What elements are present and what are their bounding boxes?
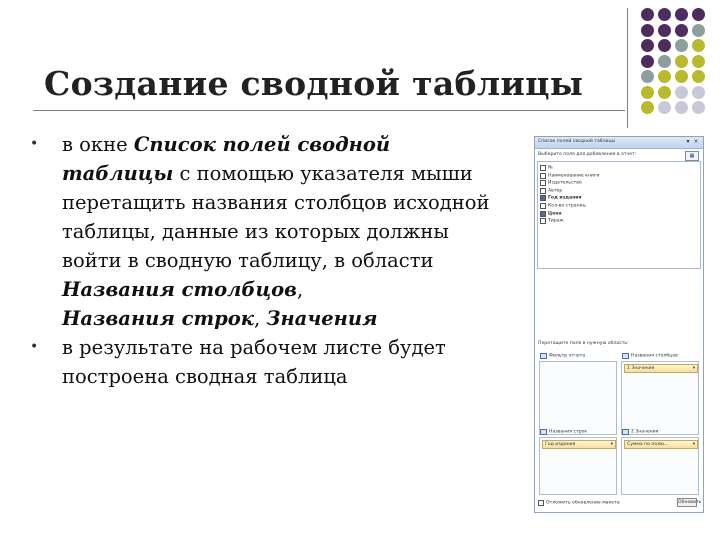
area-header: [622, 429, 698, 437]
text-span: перетащить названия столбцов исходной: [62, 191, 490, 214]
area-values[interactable]: [621, 429, 699, 495]
field-list-item[interactable]: [540, 180, 582, 186]
dropdown-icon[interactable]: ▾: [686, 138, 690, 145]
text-span: с помощью указателя мыши: [173, 162, 473, 185]
bullet-line: [62, 217, 530, 246]
layout-options-icon[interactable]: ▦: [685, 151, 699, 161]
text-span: в результате на рабочем листе будет: [62, 336, 446, 359]
decorative-dot-grid: [641, 8, 713, 120]
panel-title: Список полей сводной таблицы: [538, 139, 616, 144]
chevron-down-icon: ▾: [692, 366, 695, 371]
decorative-dot: [641, 8, 654, 21]
defer-update-label: Отложить обновление макета: [546, 500, 620, 506]
field-checkbox[interactable]: [540, 211, 546, 217]
area-header: [540, 429, 616, 437]
field-label: Тираж: [548, 218, 564, 224]
field-list-item[interactable]: [540, 211, 562, 217]
decorative-dot: [675, 39, 688, 52]
decorative-dot: [692, 70, 705, 83]
emphasis-span: Названия столбцов: [62, 278, 297, 301]
panel-header: [535, 137, 703, 149]
decorative-dot: [658, 70, 671, 83]
field-checkbox[interactable]: [540, 203, 546, 209]
bullet-marker: •: [30, 339, 39, 355]
decorative-dot: [658, 39, 671, 52]
decorative-dot: [658, 86, 671, 99]
area-header: [622, 353, 698, 361]
decorative-dot: [641, 70, 654, 83]
decorative-dot: [675, 24, 688, 37]
area-row-labels[interactable]: [539, 429, 617, 495]
field-chip[interactable]: [542, 440, 616, 449]
text-span: в окне: [62, 133, 134, 156]
field-label: Издательство: [548, 180, 582, 186]
field-label: Наименование книги: [548, 173, 600, 179]
emphasis-span: Значения: [266, 307, 378, 330]
decorative-dot: [675, 101, 688, 114]
decorative-dot: [692, 24, 705, 37]
decorative-dot: [658, 8, 671, 21]
bullet-item: [30, 333, 530, 391]
chevron-down-icon: ▾: [692, 442, 695, 447]
decorative-dot: [692, 55, 705, 68]
field-label: Автор: [548, 188, 563, 194]
chip-label: Сумма по полю...: [627, 442, 669, 447]
bullet-item: [30, 130, 530, 333]
emphasis-span: Список полей сводной: [133, 133, 391, 156]
bullet-list: [30, 130, 530, 391]
filter-icon: [540, 353, 547, 359]
field-list-item[interactable]: [540, 173, 599, 179]
drag-fields-label: Перетащите поля в нужную область:: [538, 341, 629, 346]
emphasis-span: таблицы: [62, 162, 174, 185]
decorative-dot: [692, 39, 705, 52]
bullet-line: [62, 130, 530, 159]
decorative-dot: [692, 8, 705, 21]
field-checkbox[interactable]: [540, 173, 546, 179]
bullet-line: [62, 246, 530, 275]
decorative-dot: [641, 86, 654, 99]
field-list-item[interactable]: [540, 188, 562, 194]
area-label: Фильтр отчета: [549, 353, 586, 359]
choose-fields-label: Выберите поля для добавления в отчет:: [538, 152, 637, 157]
field-label: Год издания: [548, 195, 582, 201]
field-chip[interactable]: [624, 364, 698, 373]
decorative-dot: [641, 55, 654, 68]
field-checkbox[interactable]: [540, 188, 546, 194]
chevron-down-icon: ▾: [610, 442, 613, 447]
area-label: Σ Значения: [631, 429, 659, 435]
decorative-dot: [641, 39, 654, 52]
area-header: [540, 353, 616, 361]
field-checkbox[interactable]: [540, 218, 546, 224]
decorative-dot: [675, 55, 688, 68]
columns-icon: [622, 353, 629, 359]
defer-update-option[interactable]: [538, 500, 700, 507]
decorative-dot: [675, 86, 688, 99]
field-list-item[interactable]: [540, 195, 581, 201]
divider-vertical: [627, 8, 628, 128]
decorative-dot: [658, 55, 671, 68]
decorative-dot: [675, 70, 688, 83]
decorative-dot: [692, 86, 705, 99]
bullet-line: [62, 333, 530, 362]
field-list-item[interactable]: [540, 203, 586, 209]
field-checkbox[interactable]: [540, 195, 546, 201]
bullet-line: [62, 188, 530, 217]
sigma-icon: [622, 429, 629, 435]
defer-update-checkbox[interactable]: [538, 500, 544, 506]
bullet-line: [62, 362, 530, 391]
text-span: таблицы, данные из которых должны: [62, 220, 449, 243]
decorative-dot: [675, 8, 688, 21]
decorative-dot: [641, 101, 654, 114]
bullet-line: [62, 275, 530, 304]
rows-icon: [540, 429, 547, 435]
bullet-marker: •: [30, 136, 39, 152]
field-chip[interactable]: [624, 440, 698, 449]
decorative-dot: [692, 101, 705, 114]
chip-label: Σ Значения: [627, 366, 655, 371]
update-button[interactable]: Обновить: [678, 500, 702, 505]
emphasis-span: Названия строк: [62, 307, 254, 330]
area-report-filter[interactable]: [539, 353, 617, 435]
slide-title: Создание сводной таблицы: [44, 64, 584, 103]
text-span: ,: [297, 278, 304, 301]
field-list: [537, 161, 701, 269]
field-list-item[interactable]: [540, 218, 564, 224]
text-span: построена сводная таблица: [62, 365, 348, 388]
field-label: №: [548, 165, 553, 171]
pivot-field-list-panel: [534, 136, 704, 513]
field-checkbox[interactable]: [540, 180, 546, 186]
field-list-item[interactable]: [540, 165, 553, 171]
bullet-line: [62, 304, 530, 333]
decorative-dot: [658, 24, 671, 37]
bullet-line: [62, 159, 530, 188]
area-label: Названия строк: [549, 429, 588, 435]
divider-horizontal: [33, 110, 625, 111]
text-span: войти в сводную таблицу, в области: [62, 249, 434, 272]
field-label: Цена: [548, 211, 562, 217]
text-span: ,: [254, 307, 267, 330]
close-icon[interactable]: ×: [693, 138, 699, 145]
field-checkbox[interactable]: [540, 165, 546, 171]
area-column-labels[interactable]: [621, 353, 699, 435]
decorative-dot: [658, 101, 671, 114]
area-label: Названия столбцов: [631, 353, 678, 359]
field-label: Кол-во страниц: [548, 203, 586, 209]
chip-label: Год издания: [545, 442, 576, 447]
decorative-dot: [641, 24, 654, 37]
